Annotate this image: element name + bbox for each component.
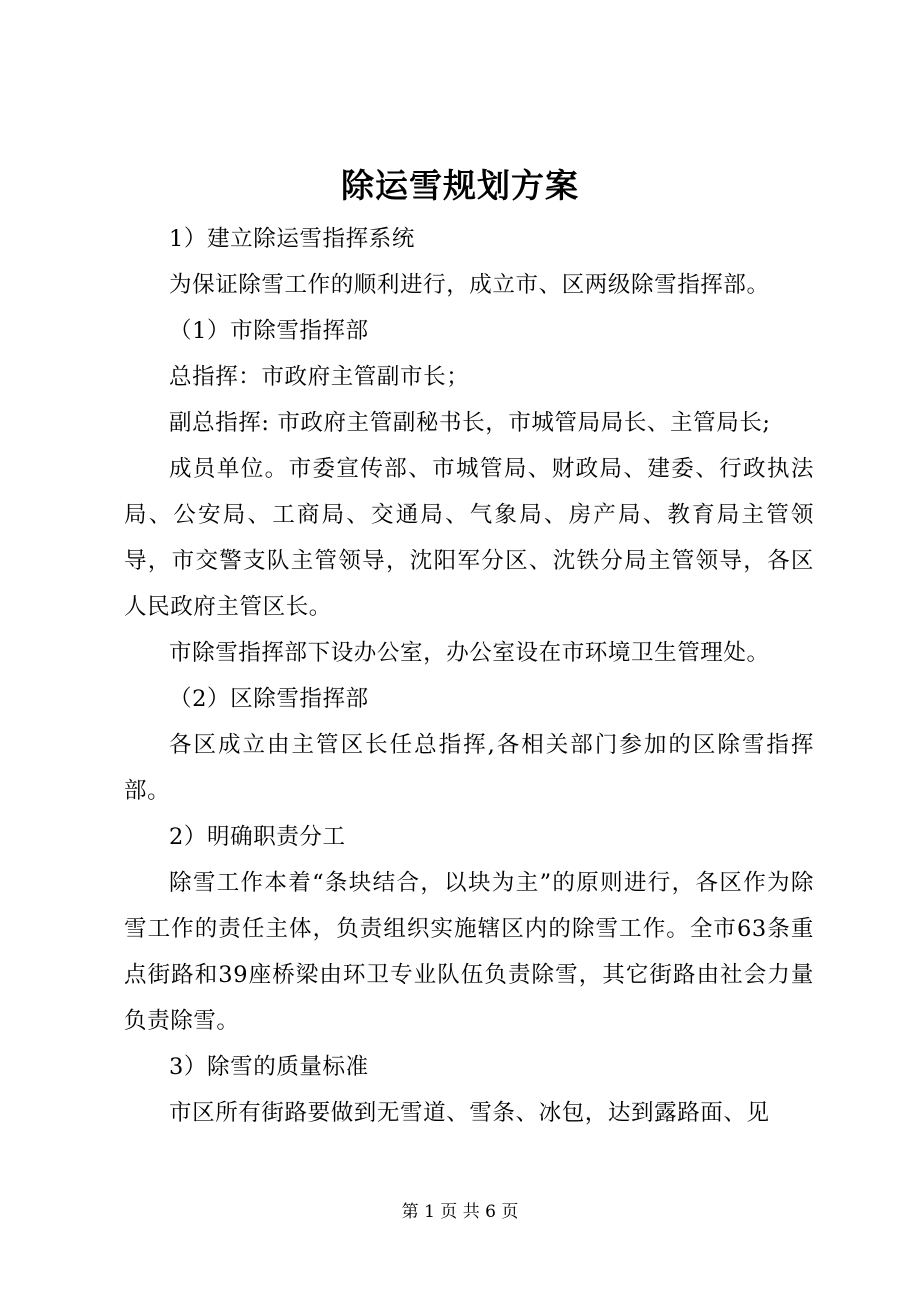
document-title: 除运雪规划方案: [341, 166, 579, 205]
page-number-footer: 第 1 页 共 6 页: [401, 1202, 519, 1222]
subsection-heading: （1）市除雪指挥部: [169, 318, 369, 344]
paragraph: 为保证除雪工作的顺利进行，成立市、区两级除雪指挥部。: [169, 272, 770, 298]
document-body: [124, 216, 814, 1136]
paragraph: 市除雪指挥部下设办公室，办公室设在市环境卫生管理处。: [169, 640, 770, 666]
section-heading-1: 1）建立除运雪指挥系统: [169, 226, 415, 252]
paragraph: 总指挥：市政府主管副市长；: [169, 364, 470, 390]
paragraph: 成员单位。市委宣传部、市城管局、财政局、建委、行政执法局、公安局、工商局、交通局、气象局、房产局、教育局主管领导，市交警支队主管领导，沈阳军分区、沈铁分局主管领导，各区人民政府主管区长。: [124, 456, 814, 620]
paragraph: 市区所有街路要做到无雪道、雪条、冰包，达到露路面、见: [169, 1100, 770, 1126]
paragraph: 各区成立由主管区长任总指挥,各相关部门参加的区除雪指挥部。: [124, 732, 814, 804]
section-heading-2: 2）明确职责分工: [169, 824, 346, 850]
paragraph: 副总指挥: 市政府主管副秘书长，市城管局局长、主管局长;: [169, 410, 771, 436]
subsection-heading: （2）区除雪指挥部: [169, 686, 369, 712]
section-heading-3: 3）除雪的质量标准: [169, 1054, 369, 1080]
paragraph: 除雪工作本着“条块结合，以块为主”的原则进行，各区作为除雪工作的责任主体，负责组织实施辖区内的除雪工作。全市63条重点街路和39座桥梁由环卫专业队伍负责除雪，其它街路由社会力量负责除雪。: [124, 870, 814, 1034]
